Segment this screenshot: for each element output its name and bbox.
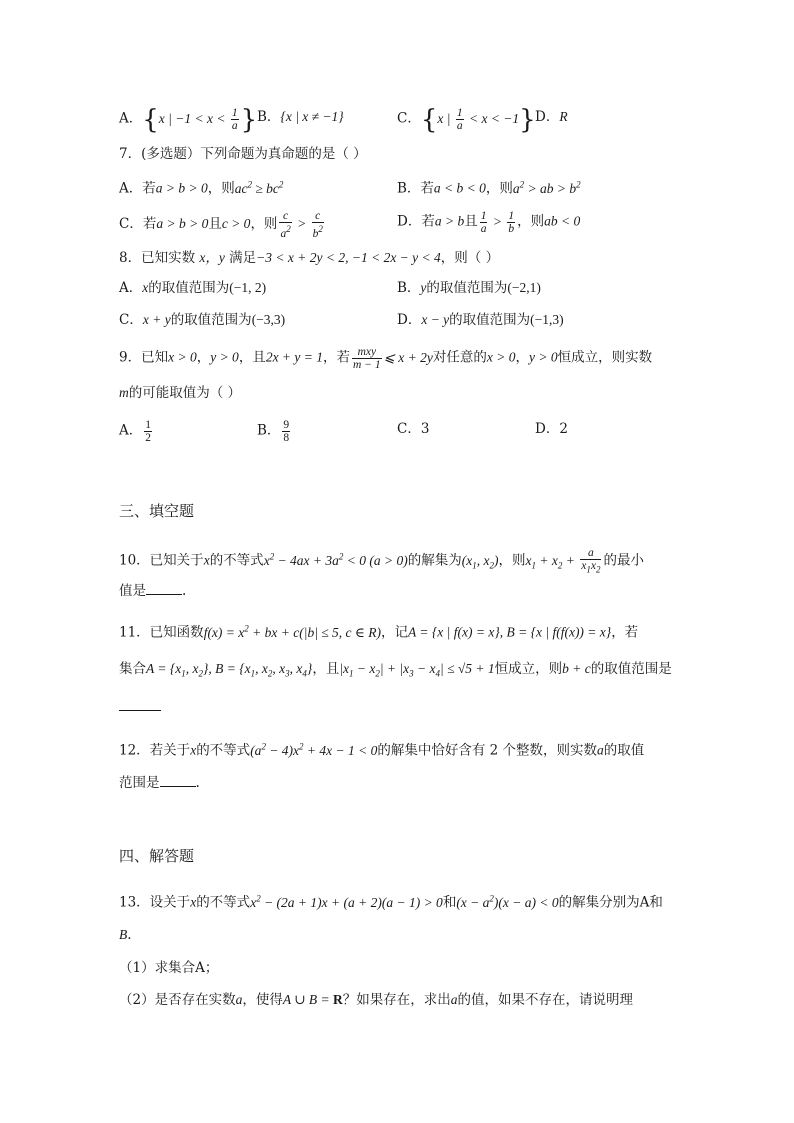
q8-option-b: B．y的取值范围为(−2,1) (397, 280, 541, 296)
q8-option-a: A．x的取值范围为(−1, 2) (119, 280, 267, 296)
q8-option-d: D．x − y的取值范围为(−1,3) (397, 312, 564, 328)
q11-answer-blank[interactable] (119, 696, 161, 711)
q9-option-b: B． $\frac{9}{8}$ (257, 419, 290, 444)
q11-answer-line (119, 696, 161, 717)
q13-stem-line2: B. (119, 927, 132, 943)
q11-stem-line2: 集合$A = \{x_1$, $x_2$}, $B = \{x_1$, $x_2$, $x_3$, $x_4$}，且$|x_1 - x_2| + |x_3 - x_4| \le √5 + 1$恒成立，则b + c的取值范围是 (119, 661, 672, 679)
q8-stem: 8．已知实数 x，y 满足−3 < x + 2y < 2, −1 < 2x − y < 4，则（ ） (119, 250, 500, 266)
q9-stem: 9．已知x > 0，y > 0，且2x + y = 1，若 $\frac{\text{mxy}}{m - 1}$ ⩽ x + 2y对任意的x > 0，y > 0恒成立，则实数 (119, 346, 653, 371)
q6-option-b: B．{x | x ≠ −1} (257, 109, 344, 125)
section-3-heading: 三、填空题 (119, 502, 195, 520)
q9-stem-line2: m的可能取值为（ ） (119, 385, 242, 401)
q7-option-b: B．若a < b < 0，则$a^2$ > ab > $b^2$ (397, 179, 581, 197)
q7-option-a: A．若a > b > 0，则$ac^2 \ge bc^2$ (119, 179, 284, 197)
q13-part-1: （1）求集合A； (119, 960, 219, 976)
q9-option-c: C．3 (397, 421, 430, 437)
q7-stem: 7．(多选题）下列命题为真命题的是（ ） (119, 146, 367, 162)
q7-option-c: C．若a > b > 0且c > 0，则 $\frac{c}{a^2}$ > $\frac{c}{b^2}$ (119, 210, 323, 240)
q10-stem-line2: 值是 . (119, 580, 186, 601)
q7-option-d: D．若a > b且 $\frac{1}{a}$ > $\frac{1}{b}$ ，则ab < 0 (397, 210, 581, 235)
q12-stem-line2: 范围是 . (119, 772, 200, 793)
q12-answer-blank[interactable] (160, 772, 196, 787)
q6-option-a: A．{x | −1 < x < $\frac{1}{a}$ } (119, 104, 258, 135)
q12-stem: 12．若关于x的不等式$(a^2 - 4)x^2 + 4x - 1 < 0$的解集中恰好含有 2 个整数，则实数a的取值 (119, 741, 645, 759)
q6-option-d: D．R (535, 109, 568, 125)
q11-stem: 11．已知函数$f(x) = x^2$ + bx + c(|b| ≤ 5, c ∈ R)，记A = {x | f(x) = x}, B = {x | f(f(x)) = x}，若 (119, 623, 639, 641)
q10-stem: 10．已知关于x的不等式$x^2 - 4ax + 3a^2 < 0$ (a > 0)的解集为($x_1$, $x_2$)，则$x_1 + x_2$ + $\frac{a}{x_1x_2}$ 的最小 (119, 547, 644, 575)
q8-option-c: C．x + y的取值范围为(−3,3) (119, 312, 286, 328)
q6-option-c: C．{x | $\frac{1}{a}$ < x < −1} (397, 104, 536, 135)
q9-option-a: A． $\frac{1}{2}$ (119, 419, 151, 444)
q13-stem: 13．设关于x的不等式$x^2 - (2a + 1)x + (a + 2)(a - 1) > 0$和$(x - a^2)(x - a) < 0$的解集分别为A和 (119, 893, 663, 911)
q9-option-d: D．2 (535, 421, 568, 437)
section-4-heading: 四、解答题 (119, 847, 195, 865)
q13-part-2: （2）是否存在实数a，使得A ∪ B = R？如果存在，求出a的值，如果不存在，请说明理 (119, 992, 634, 1008)
q10-answer-blank[interactable] (146, 580, 182, 595)
